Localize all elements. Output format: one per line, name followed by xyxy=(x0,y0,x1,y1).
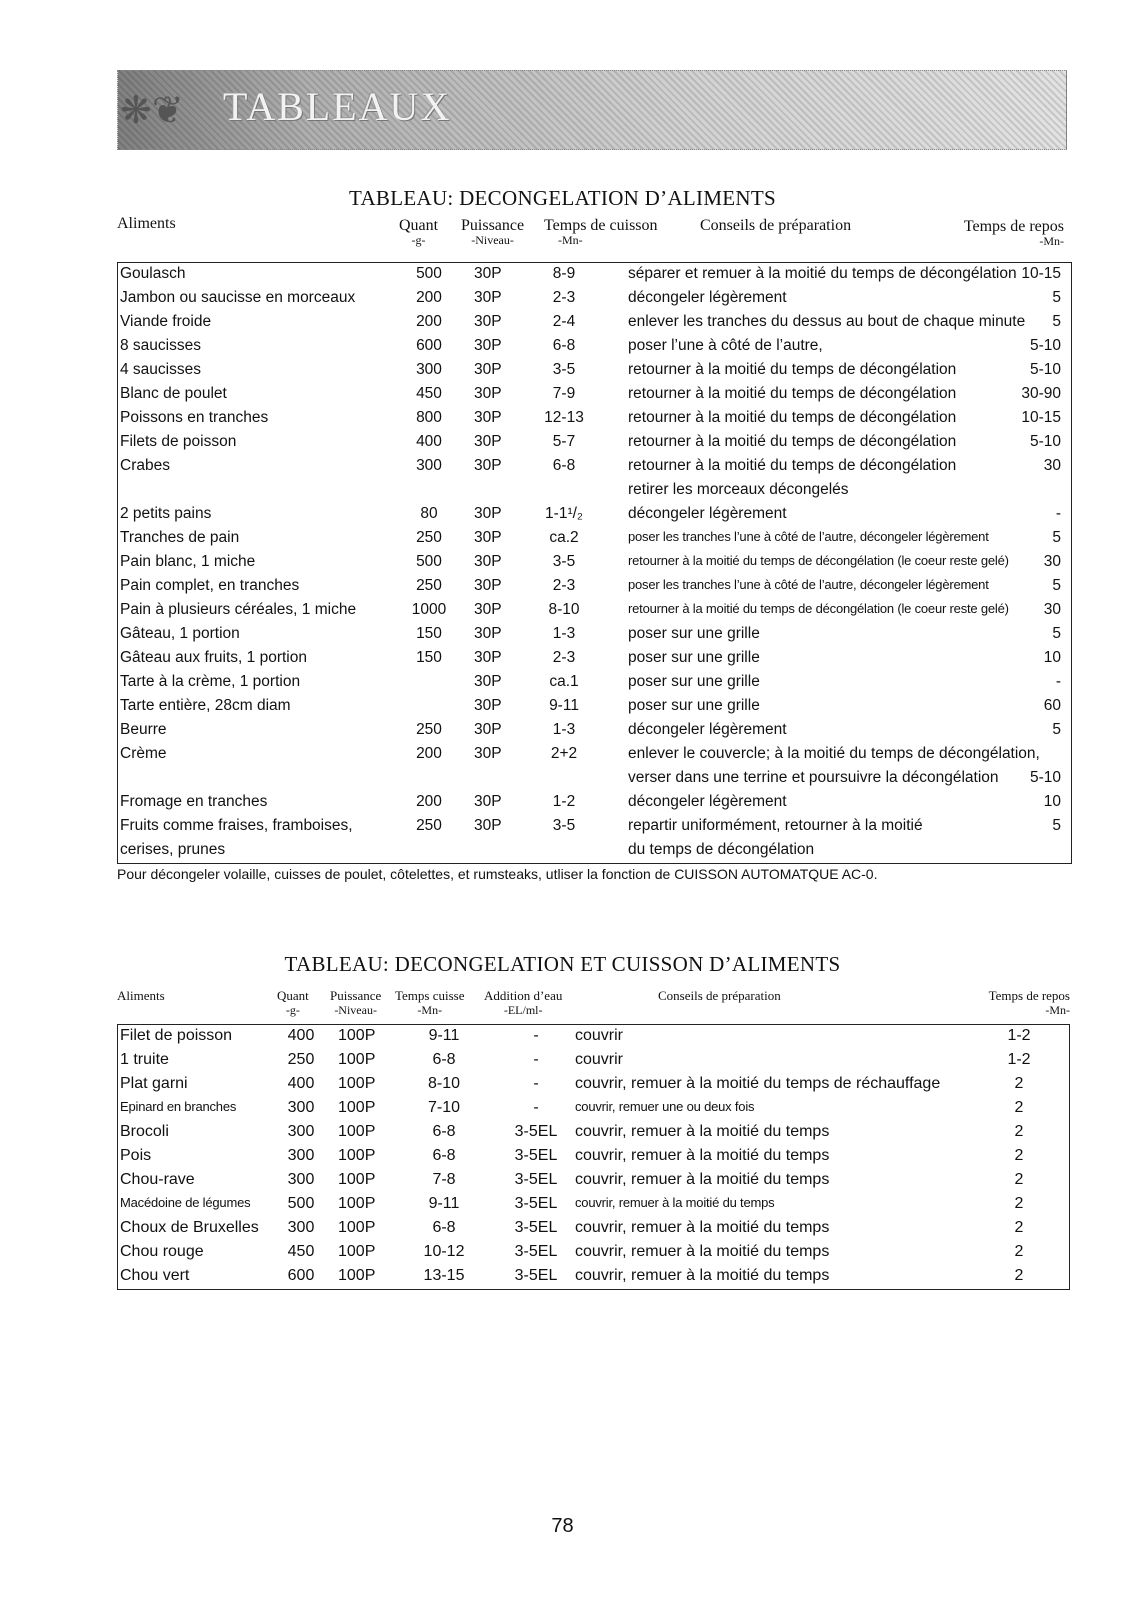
cell-conseil: retourner à la moitié du temps de décongélation xyxy=(628,433,957,450)
table-row xyxy=(118,407,1071,431)
cell-repos: 30 xyxy=(1043,601,1061,618)
table-row xyxy=(118,455,1071,479)
t2-header-puissance: Puissance -Niveau- xyxy=(330,988,382,1017)
cell-aliment: Fromage en tranches xyxy=(120,793,268,810)
cell-temps: 9-11 xyxy=(549,697,579,714)
table-row xyxy=(118,1241,1069,1265)
cell-aliment: Gâteau, 1 portion xyxy=(120,625,240,642)
cell-quant: 400 xyxy=(416,433,442,450)
cell-conseil: couvrir xyxy=(575,1051,624,1068)
table-row xyxy=(118,575,1071,599)
cell-repos: 60 xyxy=(1043,697,1061,714)
cell-conseil: retourner à la moitié du temps de décongélation xyxy=(628,361,957,378)
cell-repos: 30 xyxy=(1043,457,1061,474)
cell-aliment: Macédoine de légumes xyxy=(120,1195,251,1210)
cell-aliment: Viande froide xyxy=(120,313,212,330)
cell-conseil: poser sur une grille xyxy=(628,649,760,666)
cell-puissance: 30P xyxy=(474,649,502,666)
cell-conseil: séparer et remuer à la moitié du temps de décongélation xyxy=(628,265,1017,282)
table2-body xyxy=(117,1024,1070,1290)
table-row xyxy=(118,527,1071,551)
cell-quant: 300 xyxy=(287,1171,315,1188)
cell-repos: 2 xyxy=(1014,1195,1024,1212)
cell-conseil: décongeler légèrement xyxy=(628,721,787,738)
table-row xyxy=(118,1073,1069,1097)
cell-puissance: 30P xyxy=(474,721,502,738)
table-row xyxy=(118,1265,1069,1289)
table-row xyxy=(118,1025,1069,1049)
page-number: 78 xyxy=(551,1515,574,1537)
table-row xyxy=(118,359,1071,383)
cell-conseil: poser sur une grille xyxy=(628,673,760,690)
cell-quant: 300 xyxy=(287,1219,315,1236)
cell-conseil: décongeler légèrement xyxy=(628,505,787,522)
cell-quant: 800 xyxy=(416,409,442,426)
cell-repos: 5-10 xyxy=(1029,337,1061,354)
cell-quant: 300 xyxy=(287,1147,315,1164)
cell-puissance: 30P xyxy=(474,289,502,306)
table-row xyxy=(118,671,1071,695)
table-row xyxy=(118,287,1071,311)
cell-aliment: 1 truite xyxy=(120,1051,169,1068)
cell-temps: 3-5 xyxy=(552,817,576,834)
cell-repos: 2 xyxy=(1014,1123,1024,1140)
cell-eau: - xyxy=(533,1051,539,1068)
cell-repos: 5 xyxy=(1052,577,1061,594)
cell-temps: 1-3 xyxy=(552,721,576,738)
table-row xyxy=(118,551,1071,575)
cell-aliment: Fruits comme fraises, framboises, xyxy=(120,817,353,834)
table-row xyxy=(118,335,1071,359)
cell-temps: 5-7 xyxy=(552,433,576,450)
cell-puissance: 100P xyxy=(338,1267,376,1284)
cell-puissance: 30P xyxy=(474,505,502,522)
cell-aliment: 4 saucisses xyxy=(120,361,201,378)
cell-aliment: Gâteau aux fruits, 1 portion xyxy=(120,649,307,666)
cell-conseil: poser sur une grille xyxy=(628,697,760,714)
cell-puissance: 30P xyxy=(474,361,502,378)
cell-aliment: Epinard en branches xyxy=(120,1099,237,1114)
t2-header-repos: Temps de repos -Mn- xyxy=(988,988,1070,1017)
table-row xyxy=(118,1169,1069,1193)
cell-puissance: 30P xyxy=(474,577,502,594)
cell-conseil: poser les tranches l’une à côté de l’autre, décongeler légèrement xyxy=(628,577,989,592)
cell-temps: 9-11 xyxy=(428,1027,460,1044)
cell-aliment: Choux de Bruxelles xyxy=(120,1219,259,1236)
table-row xyxy=(118,1121,1069,1145)
cell-temps: 1-2 xyxy=(552,793,576,810)
cell-puissance: 100P xyxy=(338,1051,376,1068)
cell-repos: 2 xyxy=(1014,1267,1024,1284)
cell-quant: 250 xyxy=(416,817,442,834)
cell-puissance: 30P xyxy=(474,457,502,474)
table1-title: TABLEAU: DECONGELATION D’ALIMENTS xyxy=(349,186,776,210)
cell-repos: 5-10 xyxy=(1029,769,1061,786)
table1-body xyxy=(117,262,1072,864)
table1-footnote: Pour décongeler volaille, cuisses de poulet, côtelettes, et rumsteaks, utliser la fonction de CUISSON AUTOMATQUE AC-0. xyxy=(117,866,878,882)
cell-puissance: 30P xyxy=(474,529,502,546)
cell-conseil: retourner à la moitié du temps de décongélation xyxy=(628,409,957,426)
cell-repos: 10 xyxy=(1043,649,1061,666)
cell-temps: 10-12 xyxy=(423,1243,465,1260)
cell-eau: 3-5EL xyxy=(514,1123,558,1140)
t2-header-temps-cuisse: Temps cuisse -Mn- xyxy=(395,988,465,1017)
table-row xyxy=(118,1193,1069,1217)
cell-conseil: enlever le couvercle; à la moitié du temps de décongélation, xyxy=(628,745,1040,762)
cell-repos: 30 xyxy=(1043,553,1061,570)
table-row xyxy=(118,383,1071,407)
cell-aliment: Jambon ou saucisse en morceaux xyxy=(120,289,356,306)
cell-aliment: Tarte à la crème, 1 portion xyxy=(120,673,301,690)
cell-puissance: 30P xyxy=(474,337,502,354)
cell-puissance: 30P xyxy=(474,553,502,570)
cell-temps: ca.1 xyxy=(549,673,579,690)
cell-temps: 6-8 xyxy=(432,1051,456,1068)
t2-header-quant: Quant -g- xyxy=(277,988,309,1017)
cell-temps: 7-9 xyxy=(552,385,576,402)
cell-quant: 500 xyxy=(287,1195,315,1212)
table2-title: TABLEAU: DECONGELATION ET CUISSON D’ALIMENTS xyxy=(284,952,841,976)
cell-conseil: retourner à la moitié du temps de décongélation xyxy=(628,385,957,402)
table-row xyxy=(118,839,1071,863)
cell-puissance: 100P xyxy=(338,1147,376,1164)
table-row xyxy=(118,431,1071,455)
cell-conseil: repartir uniformément, retourner à la moitié xyxy=(628,817,923,834)
cell-puissance: 30P xyxy=(474,697,502,714)
cell-quant: 600 xyxy=(416,337,442,354)
cell-aliment: Goulasch xyxy=(120,265,186,282)
cell-quant: 250 xyxy=(287,1051,315,1068)
cell-aliment: Beurre xyxy=(120,721,167,738)
cell-eau: - xyxy=(533,1027,539,1044)
cell-temps: 2-3 xyxy=(552,649,576,666)
cell-puissance: 100P xyxy=(338,1075,376,1092)
cell-repos: 2 xyxy=(1014,1099,1024,1116)
cell-temps: 1-1¹/₂ xyxy=(545,505,583,522)
cell-quant: 400 xyxy=(287,1075,315,1092)
cell-repos: 5 xyxy=(1052,313,1061,330)
cell-puissance: 100P xyxy=(338,1099,376,1116)
cell-conseil: verser dans une terrine et poursuivre la décongélation xyxy=(628,769,999,786)
cell-puissance: 30P xyxy=(474,673,502,690)
cell-quant: 1000 xyxy=(411,601,447,618)
cell-quant: 250 xyxy=(416,529,442,546)
cell-puissance: 100P xyxy=(338,1171,376,1188)
cell-quant: 450 xyxy=(287,1243,315,1260)
cell-eau: 3-5EL xyxy=(514,1267,558,1284)
cell-repos: 5-10 xyxy=(1029,433,1061,450)
cell-conseil: retourner à la moitié du temps de décongélation (le coeur reste gelé) xyxy=(628,553,1009,568)
cell-aliment: Pain à plusieurs céréales, 1 miche xyxy=(120,601,357,618)
cell-aliment: Filets de poisson xyxy=(120,433,237,450)
table-row xyxy=(118,647,1071,671)
cell-quant: 450 xyxy=(416,385,442,402)
cell-conseil: poser sur une grille xyxy=(628,625,760,642)
cell-puissance: 30P xyxy=(474,433,502,450)
cell-aliment: Poissons en tranches xyxy=(120,409,269,426)
cell-temps: 2-3 xyxy=(552,289,576,306)
cell-quant: 200 xyxy=(416,793,442,810)
cell-temps: 8-10 xyxy=(548,601,580,618)
cell-quant: 300 xyxy=(287,1099,315,1116)
cell-aliment: Chou-rave xyxy=(120,1171,195,1188)
cell-puissance: 100P xyxy=(338,1243,376,1260)
cell-puissance: 30P xyxy=(474,409,502,426)
cell-temps: 6-8 xyxy=(432,1219,456,1236)
section-banner xyxy=(117,70,1067,150)
t1-header-aliments: Aliments xyxy=(117,215,176,232)
cell-conseil: du temps de décongélation xyxy=(628,841,815,858)
cell-quant: 150 xyxy=(416,625,442,642)
cell-quant: 80 xyxy=(420,505,438,522)
cell-temps: 9-11 xyxy=(428,1195,460,1212)
table-row xyxy=(118,599,1071,623)
table-row xyxy=(118,503,1071,527)
cell-conseil: poser l’une à côté de l’autre, xyxy=(628,337,823,354)
cell-temps: 3-5 xyxy=(552,553,576,570)
t1-header-puissance: Puissance -Niveau- xyxy=(461,217,525,247)
ornament-icon: ❋❦ xyxy=(120,88,184,132)
table-row xyxy=(118,767,1071,791)
cell-quant: 200 xyxy=(416,313,442,330)
cell-aliment: Pain complet, en tranches xyxy=(120,577,300,594)
cell-quant: 250 xyxy=(416,577,442,594)
cell-conseil: décongeler légèrement xyxy=(628,793,787,810)
table-row xyxy=(118,1217,1069,1241)
cell-puissance: 100P xyxy=(338,1123,376,1140)
cell-puissance: 100P xyxy=(338,1027,376,1044)
cell-temps: ca.2 xyxy=(549,529,579,546)
cell-aliment: 2 petits pains xyxy=(120,505,212,522)
cell-conseil: couvrir, remuer à la moitié du temps xyxy=(575,1195,775,1210)
table-row xyxy=(118,791,1071,815)
cell-eau: 3-5EL xyxy=(514,1219,558,1236)
banner-title: TABLEAUX xyxy=(223,84,452,129)
cell-aliment: Crème xyxy=(120,745,167,762)
cell-aliment: Tranches de pain xyxy=(120,529,240,546)
cell-conseil: retirer les morceaux décongelés xyxy=(628,481,849,498)
t2-header-addition: Addition d’eau -EL/ml- xyxy=(484,988,563,1017)
cell-temps: 8-9 xyxy=(552,265,576,282)
cell-conseil: décongeler légèrement xyxy=(628,289,787,306)
table-row xyxy=(118,719,1071,743)
cell-conseil: couvrir xyxy=(575,1027,624,1044)
cell-eau: - xyxy=(533,1099,539,1116)
cell-temps: 3-5 xyxy=(552,361,576,378)
cell-puissance: 30P xyxy=(474,745,502,762)
cell-aliment: Crabes xyxy=(120,457,170,474)
cell-aliment: Pois xyxy=(120,1147,152,1164)
cell-eau: 3-5EL xyxy=(514,1171,558,1188)
cell-temps: 7-10 xyxy=(427,1099,461,1116)
table-row xyxy=(118,479,1071,503)
cell-temps: 8-10 xyxy=(427,1075,461,1092)
cell-quant: 300 xyxy=(287,1123,315,1140)
cell-conseil: enlever les tranches du dessus au bout de chaque minute xyxy=(628,313,1026,330)
cell-temps: 6-8 xyxy=(432,1147,456,1164)
cell-eau: - xyxy=(533,1075,539,1092)
cell-conseil: couvrir, remuer à la moitié du temps xyxy=(575,1267,830,1284)
cell-aliment: Pain blanc, 1 miche xyxy=(120,553,256,570)
cell-conseil: poser les tranches l’une à côté de l’autre, décongeler légèrement xyxy=(628,529,989,544)
cell-conseil: couvrir, remuer à la moitié du temps xyxy=(575,1171,830,1188)
table-row xyxy=(118,1097,1069,1121)
table-row xyxy=(118,815,1071,839)
cell-quant: 500 xyxy=(416,265,442,282)
cell-conseil: retourner à la moitié du temps de décongélation xyxy=(628,457,957,474)
cell-aliment: Chou rouge xyxy=(120,1243,204,1260)
cell-temps: 2+2 xyxy=(550,745,578,762)
cell-eau: 3-5EL xyxy=(514,1195,558,1212)
cell-repos: 1-2 xyxy=(1007,1027,1031,1044)
cell-eau: 3-5EL xyxy=(514,1243,558,1260)
cell-repos: - xyxy=(1055,505,1061,522)
cell-puissance: 30P xyxy=(474,601,502,618)
table-row xyxy=(118,743,1071,767)
t2-header-aliments: Aliments xyxy=(117,988,165,1003)
cell-aliment: 8 saucisses xyxy=(120,337,201,354)
cell-temps: 12-13 xyxy=(544,409,584,426)
cell-temps: 6-8 xyxy=(432,1123,456,1140)
t1-header-conseils: Conseils de préparation xyxy=(700,217,852,234)
cell-repos: 10-15 xyxy=(1021,409,1061,426)
cell-repos: 2 xyxy=(1014,1075,1024,1092)
cell-eau: 3-5EL xyxy=(514,1147,558,1164)
table-row xyxy=(118,695,1071,719)
cell-temps: 6-8 xyxy=(552,337,576,354)
cell-repos: 1-2 xyxy=(1007,1051,1031,1068)
cell-puissance: 30P xyxy=(474,265,502,282)
cell-quant: 200 xyxy=(416,289,442,306)
cell-aliment: cerises, prunes xyxy=(120,841,226,858)
cell-aliment: Blanc de poulet xyxy=(120,385,227,402)
cell-repos: 2 xyxy=(1014,1171,1024,1188)
cell-aliment: Chou vert xyxy=(120,1267,190,1284)
cell-repos: 2 xyxy=(1014,1243,1024,1260)
cell-quant: 250 xyxy=(416,721,442,738)
cell-puissance: 30P xyxy=(474,793,502,810)
table-row xyxy=(118,263,1071,287)
cell-temps: 13-15 xyxy=(423,1267,465,1284)
t1-header-repos: Temps de repos -Mn- xyxy=(963,218,1064,248)
cell-repos: 30-90 xyxy=(1021,385,1061,402)
cell-repos: 2 xyxy=(1014,1219,1024,1236)
cell-quant: 150 xyxy=(416,649,442,666)
cell-repos: 5 xyxy=(1052,721,1061,738)
cell-repos: 5-10 xyxy=(1029,361,1061,378)
cell-puissance: 30P xyxy=(474,625,502,642)
cell-aliment: Tarte entière, 28cm diam xyxy=(120,697,291,714)
cell-repos: 10-15 xyxy=(1021,265,1061,282)
cell-conseil: couvrir, remuer à la moitié du temps de réchauffage xyxy=(575,1075,941,1092)
cell-repos: 5 xyxy=(1052,817,1061,834)
cell-repos: - xyxy=(1055,673,1061,690)
cell-repos: 2 xyxy=(1014,1147,1024,1164)
cell-temps: 6-8 xyxy=(552,457,576,474)
cell-puissance: 30P xyxy=(474,313,502,330)
cell-aliment: Brocoli xyxy=(120,1123,169,1140)
cell-puissance: 100P xyxy=(338,1195,376,1212)
cell-quant: 400 xyxy=(287,1027,315,1044)
cell-puissance: 100P xyxy=(338,1219,376,1236)
cell-quant: 300 xyxy=(416,361,442,378)
cell-puissance: 30P xyxy=(474,817,502,834)
cell-quant: 300 xyxy=(416,457,442,474)
cell-conseil: couvrir, remuer à la moitié du temps xyxy=(575,1219,830,1236)
cell-conseil: couvrir, remuer à la moitié du temps xyxy=(575,1147,830,1164)
cell-conseil: couvrir, remuer à la moitié du temps xyxy=(575,1123,830,1140)
table-row xyxy=(118,1145,1069,1169)
cell-aliment: Filet de poisson xyxy=(120,1027,233,1044)
t1-header-quant: Quant -g- xyxy=(399,217,439,247)
cell-temps: 2-4 xyxy=(552,313,576,330)
table-row xyxy=(118,311,1071,335)
t2-header-conseils: Conseils de préparation xyxy=(658,988,781,1003)
cell-repos: 5 xyxy=(1052,529,1061,546)
cell-repos: 5 xyxy=(1052,289,1061,306)
cell-quant: 200 xyxy=(416,745,442,762)
cell-quant: 600 xyxy=(287,1267,315,1284)
table-row xyxy=(118,623,1071,647)
table-row xyxy=(118,1049,1069,1073)
cell-repos: 5 xyxy=(1052,625,1061,642)
cell-conseil: retourner à la moitié du temps de décongélation (le coeur reste gelé) xyxy=(628,601,1009,616)
cell-puissance: 30P xyxy=(474,385,502,402)
cell-temps: 7-8 xyxy=(432,1171,456,1188)
cell-temps: 2-3 xyxy=(552,577,576,594)
t1-header-temps-cuisson: Temps de cuisson -Mn- xyxy=(544,217,658,247)
cell-temps: 1-3 xyxy=(552,625,576,642)
cell-quant: 500 xyxy=(416,553,442,570)
cell-repos: 10 xyxy=(1043,793,1061,810)
cell-conseil: couvrir, remuer à la moitié du temps xyxy=(575,1243,830,1260)
cell-conseil: couvrir, remuer une ou deux fois xyxy=(575,1099,755,1114)
cell-aliment: Plat garni xyxy=(120,1075,188,1092)
